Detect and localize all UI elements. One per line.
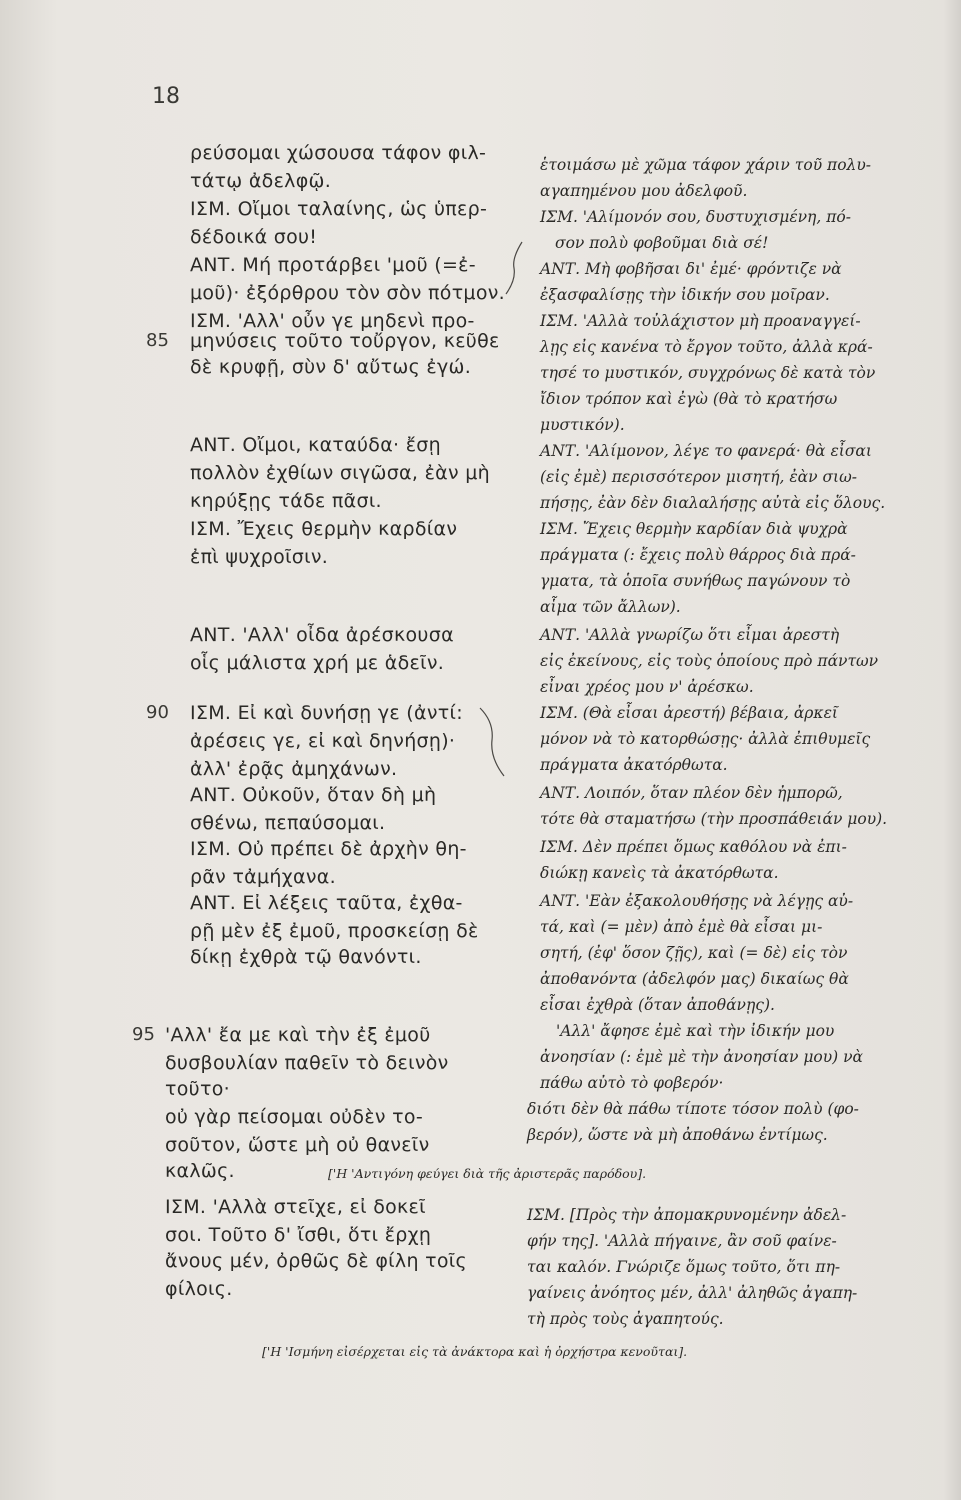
greek-line: δέδοικά σου!	[190, 226, 318, 248]
translation-line: ΑΝΤ. 'Εὰν ἐξακολουθήσῃς νὰ λέγῃς αὐ-	[540, 892, 854, 910]
greek-line: ρεύσομαι χώσουσα τάφον φιλ-	[190, 142, 487, 164]
translation-line: (εἰς ἐμὲ) περισσότερον μισητή, ἐὰν σιω-	[540, 468, 858, 486]
greek-line: καλῶς.	[165, 1160, 235, 1182]
greek-line: ΙΣΜ. Εἰ καὶ δυνήσῃ γε (ἀντί:	[190, 702, 463, 724]
greek-line: δὲ κρυφῇ, σὺν δ' αὔτως ἐγώ.	[190, 356, 472, 378]
translation-line: ἀνοησίαν (: ἐμὲ μὲ τὴν ἀνοησίαν μου) νὰ	[540, 1048, 864, 1066]
translation-line: τησέ το μυστικόν, συγχρόνως δὲ κατὰ τὸν	[540, 364, 876, 382]
greek-line: ΙΣΜ. 'Αλλ' οὖν γε μηδενὶ προ-	[190, 310, 475, 332]
stage-direction: ['Η 'Ισμήνη εἰσέρχεται εἰς τὰ ἀνάκτορα καὶ ἡ ὀρχήστρα κενοῦται].	[262, 1344, 688, 1359]
greek-line: 'Αλλ' ἔα με καὶ τὴν ἐξ ἐμοῦ	[165, 1024, 431, 1046]
translation-line: ΙΣΜ. 'Αλλὰ τοὐλάχιστον μὴ προαναγγεί-	[540, 312, 861, 330]
greek-line: ἀρέσεις γε, εἰ καὶ δηνήσῃ)·	[190, 730, 456, 752]
greek-line: ΙΣΜ. Ἔχεις θερμὴν καρδίαν	[190, 518, 458, 540]
translation-line: ΙΣΜ. Ἔχεις θερμὴν καρδίαν διὰ ψυχρὰ	[540, 520, 848, 538]
greek-line: δίκῃ ἐχθρὰ τῷ θανόντι.	[190, 946, 422, 968]
translation-line: εἶναι χρέος μου ν' ἀρέσκω.	[540, 678, 754, 696]
translation-line: πράγματα (: ἔχεις πολὺ θάρρος διὰ πρά-	[540, 546, 856, 564]
translation-line: ΙΣΜ. Δὲν πρέπει ὅμως καθόλου νὰ ἐπι-	[540, 838, 847, 856]
greek-line: ΑΝΤ. Οὐκοῦν, ὅταν δὴ μὴ	[190, 784, 437, 806]
translation-line: βερόν), ὥστε νὰ μὴ ἀποθάνω ἐντίμως.	[527, 1126, 828, 1144]
greek-line: σοῦτον, ὥστε μὴ οὐ θανεῖν	[165, 1134, 430, 1156]
translation-line: ΑΝΤ. Μὴ φοβῆσαι δι' ἐμέ· φρόντιζε νὰ	[540, 260, 842, 278]
translation-line: ΑΝΤ. Λοιπόν, ὅταν πλέον δὲν ἠμπορῶ,	[540, 784, 843, 802]
greek-line: κηρύξῃς τάδε πᾶσι.	[190, 490, 382, 512]
translation-line: αἷμα τῶν ἄλλων).	[540, 598, 681, 616]
greek-line: ἄνους μέν, ὀρθῶς δὲ φίλη τοῖς	[165, 1250, 467, 1272]
translation-line: τὴ πρὸς τοὺς ἀγαπητούς.	[527, 1310, 724, 1328]
translation-line: τά, καὶ (= μὲν) ἀπὸ ἐμὲ θὰ εἶσαι μι-	[540, 918, 823, 936]
line-number: 95	[132, 1024, 155, 1045]
translation-line: ΑΝΤ. 'Αλλὰ γνωρίζω ὅτι εἶμαι ἀρεστὴ	[540, 626, 840, 644]
translation-line: 'Αλλ' ἄφησε ἐμὲ καὶ τὴν ἰδικήν μου	[556, 1022, 835, 1040]
translation-line: πήσῃς, ἐὰν δὲν διαλαλήσῃς αὐτὰ εἰς ὅλους.	[540, 494, 886, 512]
translation-line: τότε θὰ σταματήσω (τὴν προσπάθειάν μου).	[540, 810, 888, 828]
translation-line: πάθω αὐτὸ τὸ φοβερόν·	[540, 1074, 724, 1092]
greek-line: ΑΝΤ. Μή προτάρβει 'μοῦ (=ἐ-	[190, 254, 476, 276]
translation-line: ΙΣΜ. (Θὰ εἶσαι ἀρεστή) βέβαια, ἀρκεῖ	[540, 704, 838, 722]
translation-line: εἶσαι ἐχθρὰ (ὅταν ἀποθάνῃς).	[540, 996, 775, 1014]
translation-line: διώκῃ κανεὶς τὰ ἀκατόρθωτα.	[540, 864, 779, 882]
greek-line: μοῦ)· ἐξόρθρου τὸν σὸν πότμον.	[190, 282, 505, 304]
greek-line: ρῇ μὲν ἐξ ἐμοῦ, προσκείσῃ δὲ	[190, 920, 479, 942]
page-number: 18	[152, 84, 180, 109]
translation-line: ΑΝΤ. 'Αλίμονον, λέγε το φανερά· θὰ εἶσαι	[540, 442, 872, 460]
greek-line: ΙΣΜ. Οὐ πρέπει δὲ ἀρχὴν θη-	[190, 838, 467, 860]
greek-line: δυσβουλίαν παθεῖν τὸ δεινὸν	[165, 1052, 449, 1074]
translation-line: ἑτοιμάσω μὲ χῶμα τάφον χάριν τοῦ πολυ-	[540, 156, 872, 174]
handwritten-bracket-mark	[500, 238, 530, 298]
greek-line: τάτῳ ἀδελφῷ.	[190, 170, 332, 192]
translation-line: εἰς ἐκείνους, εἰς τοὺς ὁποίους πρὸ πάντων	[540, 652, 879, 670]
greek-line: ΙΣΜ. Οἴμοι ταλαίνης, ὡς ὑπερ-	[190, 198, 488, 220]
greek-line: ΑΝΤ. Εἰ λέξεις ταῦτα, ἐχθα-	[190, 892, 463, 914]
page-edge-shadow	[943, 0, 961, 1500]
greek-line: φίλοις.	[165, 1278, 233, 1300]
greek-line: οὐ γὰρ πείσομαι οὐδὲν το-	[165, 1106, 423, 1128]
translation-line: διότι δὲν θὰ πάθω τίποτε τόσον πολὺ (φο-	[527, 1100, 859, 1118]
translation-line: πράγματα ἀκατόρθωτα.	[540, 756, 728, 774]
line-number: 90	[146, 702, 169, 723]
greek-line: ρᾶν τἀμήχανα.	[190, 866, 336, 888]
translation-line: αγαπημένου μου ἀδελφοῦ.	[540, 182, 748, 200]
translation-line: σον πολὺ φοβοῦμαι διὰ σέ!	[555, 234, 769, 252]
stage-direction: ['Η 'Αντιγόνη φεύγει διὰ τῆς ἀριστερᾶς παρόδου].	[328, 1166, 647, 1181]
translation-line: γαίνεις ἀνόητος μέν, ἀλλ' ἀληθῶς ἀγαπη-	[527, 1284, 858, 1302]
greek-line: σοι. Τοῦτο δ' ἴσθι, ὅτι ἔρχῃ	[165, 1224, 432, 1246]
translation-line: ΙΣΜ. 'Αλίμονόν σου, δυστυχισμένη, πό-	[540, 208, 851, 226]
translation-line: γματα, τὰ ὁποῖα συνήθως παγώνουν τὸ	[540, 572, 851, 590]
greek-line: σθένω, πεπαύσομαι.	[190, 812, 386, 834]
greek-line: ἐπὶ ψυχροῖσιν.	[190, 546, 329, 568]
translation-line: ΙΣΜ. [Πρὸς τὴν ἀπομακρυνομένην ἀδελ-	[527, 1206, 847, 1224]
translation-line: μόνον νὰ τὸ κατορθώσῃς· ἀλλὰ ἐπιθυμεῖς	[540, 730, 871, 748]
greek-line: πολλὸν ἐχθίων σιγῶσα, ἐὰν μὴ	[190, 462, 490, 484]
greek-line: ἀλλ' ἐρᾷς ἀμηχάνων.	[190, 758, 398, 780]
greek-line: μηνύσεις τοῦτο τοὔργον, κεῦθε	[190, 330, 500, 352]
translation-line: ἀποθανόντα (ἀδελφόν μας) δικαίως θὰ	[540, 970, 849, 988]
greek-line: ΙΣΜ. 'Αλλὰ στεῖχε, εἰ δοκεῖ	[165, 1196, 426, 1218]
translation-line: λῃς εἰς κανένα τὸ ἔργον τοῦτο, ἀλλὰ κρά-	[540, 338, 873, 356]
greek-line: τοῦτο·	[165, 1078, 230, 1100]
line-number: 85	[146, 330, 169, 351]
greek-line: ΑΝΤ. 'Αλλ' οἶδα ἀρέσκουσα	[190, 624, 454, 646]
translation-line: φήν της]. 'Αλλὰ πήγαινε, ἂν σοῦ φαίνε-	[527, 1232, 837, 1250]
translation-line: μυστικόν).	[540, 416, 625, 434]
greek-line: οἷς μάλιστα χρή με ἁδεῖν.	[190, 652, 445, 674]
handwritten-bracket-mark	[470, 704, 510, 780]
translation-line: ἴδιον τρόπον καὶ ἐγὼ (θὰ τὸ κρατήσω	[540, 390, 838, 408]
translation-line: σητή, (ἐφ' ὅσον ζῇς), καὶ (= δὲ) εἰς τὸν	[540, 944, 848, 962]
translation-line: ται καλόν. Γνώριζε ὅμως τοῦτο, ὅτι πη-	[527, 1258, 841, 1276]
greek-line: ΑΝΤ. Οἴμοι, καταύδα· ἔσῃ	[190, 434, 441, 456]
translation-line: ἐξασφαλίσῃς τὴν ἰδικήν σου μοῖραν.	[540, 286, 830, 304]
